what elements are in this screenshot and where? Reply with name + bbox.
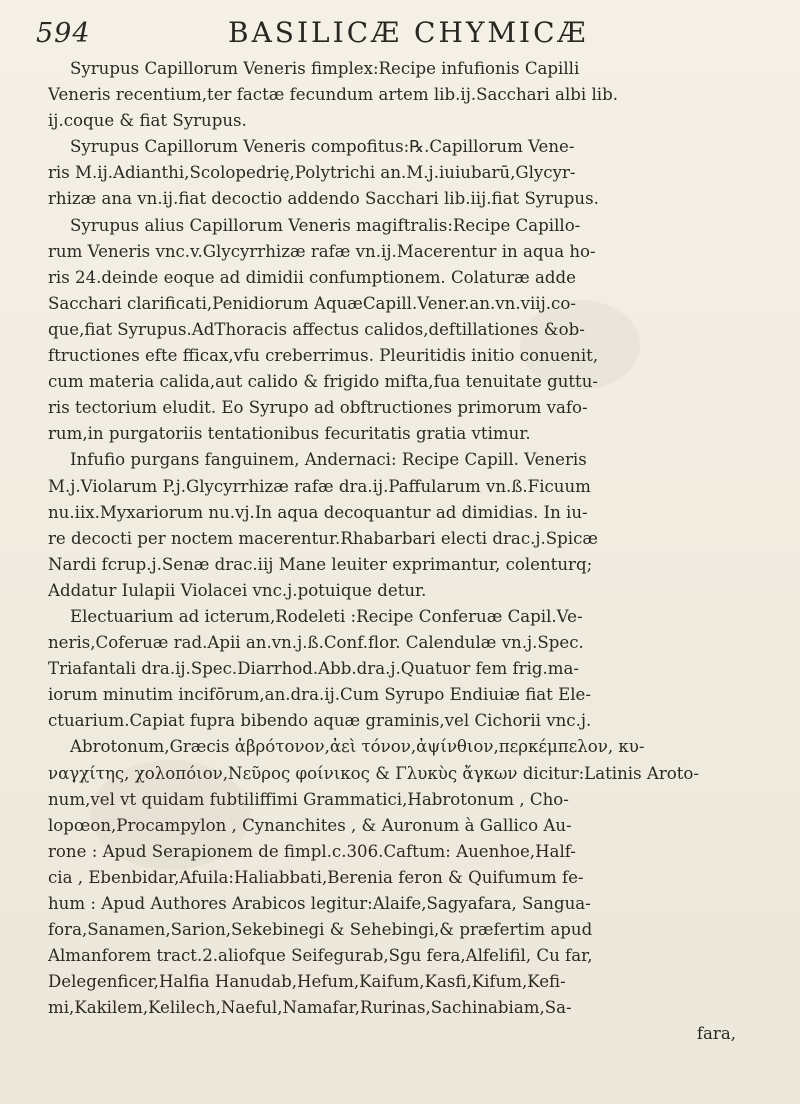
text-line: lopœon,Procampylon , Cynanchites , & Auronum à Gallico Au- — [48, 815, 572, 835]
text-line: rum Veneris vnc.v.Glycyrrhizæ rafæ vn.ij.Macerentur in aqua ho- — [48, 241, 596, 261]
text-line: ris tectorium eludit. Eo Syrupo ad obftructiones primorum vafo- — [48, 398, 588, 418]
text-line: ftructiones efte fficax,vfu creberrimus. Pleuritidis initio conuenit, — [48, 346, 599, 366]
page-number: 594 — [36, 18, 91, 49]
text-line: fora,Sanamen,Sarion,Sekebinegi & Sehebingi,& præfertim apud — [48, 920, 593, 940]
text-line: Syrupus Capillorum Veneris fimplex:Recipe infufionis Capilli — [70, 59, 580, 78]
text-line: rum,in purgatoriis tentationibus fecuritatis gratia vtimur. — [48, 424, 531, 444]
text-line: re decocti per noctem macerentur.Rhabarbari electi drac.j.Spicæ — [48, 528, 598, 548]
text-line: Sacchari clarificati,Penidiorum AquæCapill.Vener.an.vn.viij.co- — [48, 293, 576, 313]
text-line: ctuarium.Capiat fupra bibendo aquæ graminis,vel Cichorii vnc.j. — [48, 711, 592, 731]
text-line: rhizæ ana vn.ij.fiat decoctio addendo Sacchari lib.iij.fiat Syrupus. — [48, 189, 599, 209]
running-head — [0, 10, 800, 50]
body-text — [48, 56, 776, 1048]
text-line: Nardi fcrup.j.Senæ drac.iij Mane leuiter exprimantur, colenturq; — [48, 554, 593, 574]
text-line: que,fiat Syrupus.AdThoracis affectus calidos,deftillationes &ob- — [48, 319, 585, 339]
text-line: mi,Kakilem,Kelilech,Naeful,Namafar,Rurinas,Sachinabiam,Sa- — [48, 998, 572, 1018]
text-line: ναγχίτης, χολοπόιον,Νεῦρος φοίνικος & Γλυκὺς ἄγκων dicitur:Latinis Aroto- — [48, 763, 700, 783]
text-line: Syrupus Capillorum Veneris compofitus:℞.Capillorum Vene- — [70, 137, 575, 157]
text-line: ris M.ij.Adianthi,Scolopedrię,Polytrichi an.M.j.iuiubarū,Glycyr- — [48, 163, 576, 183]
text-line: Almanforem tract.2.aliofque Seifegurab,Sgu fera,Alfelifil, Cu far, — [48, 946, 593, 966]
text-line: cia , Ebenbidar,Afuila:Haliabbati,Berenia feron & Quifumum fe- — [48, 867, 584, 887]
text-line: Abrotonum,Græcis ἀβρότονον,ἀεὶ τόνον,ἀψίνθιον,περκέμπελον, κυ- — [70, 737, 645, 757]
text-line: ris 24.deinde eoque ad dimidii confumptionem. Colaturæ adde — [48, 267, 576, 287]
text-line: iorum minutim incifōrum,an.dra.ij.Cum Syrupo Endiuiæ fiat Ele- — [48, 685, 591, 705]
text-line: cum materia calida,aut calido & frigido mifta,fua tenuitate guttu- — [48, 372, 599, 392]
text-line: nu.iix.Myxariorum nu.vj.In aqua decoquantur ad dimidias. In iu- — [48, 502, 588, 522]
text-line: M.j.Violarum P.j.Glycyrrhizæ rafæ dra.ij.Paffularum vn.ß.Ficuum — [48, 476, 591, 496]
text-line: Electuarium ad icterum,Rodeleti :Recipe Conferuæ Capil.Ve- — [70, 606, 583, 626]
text-line: Infufio purgans fanguinem, Andernaci: Recipe Capill. Veneris — [70, 450, 587, 470]
text-line: Triafantali dra.ij.Spec.Diarrhod.Abb.dra.j.Quatuor fem frig.ma- — [48, 659, 580, 679]
running-title: BASILICÆ CHYMICÆ — [228, 16, 589, 49]
text-line: neris,Coferuæ rad.Apii an.vn.j.ß.Conf.flor. Calendulæ vn.j.Spec. — [48, 633, 584, 653]
text-line: ij.coque & fiat Syrupus. — [48, 111, 247, 131]
text-line: rone : Apud Serapionem de fimpl.c.306.Caftum: Auenhoe,Half- — [48, 841, 576, 861]
text-line: fara, — [696, 1024, 736, 1044]
text-line: Veneris recentium,ter factæ fecundum artem lib.ij.Sacchari albi lib. — [48, 85, 618, 105]
text-line: Addatur Iulapii Violacei vnc.j.potuique detur. — [48, 580, 427, 600]
text-line: num,vel vt quidam fubtiliffimi Grammatici,Habrotonum , Cho- — [48, 789, 569, 809]
text-line: Delegenficer,Halfia Hanudab,Hefum,Kaifum,Kasfi,Kifum,Kefi- — [48, 972, 566, 992]
text-line: hum : Apud Authores Arabicos legitur:Alaife,Sagyafara, Sangua- — [48, 894, 591, 913]
text-line: Syrupus alius Capillorum Veneris magiftralis:Recipe Capillo- — [70, 215, 581, 235]
